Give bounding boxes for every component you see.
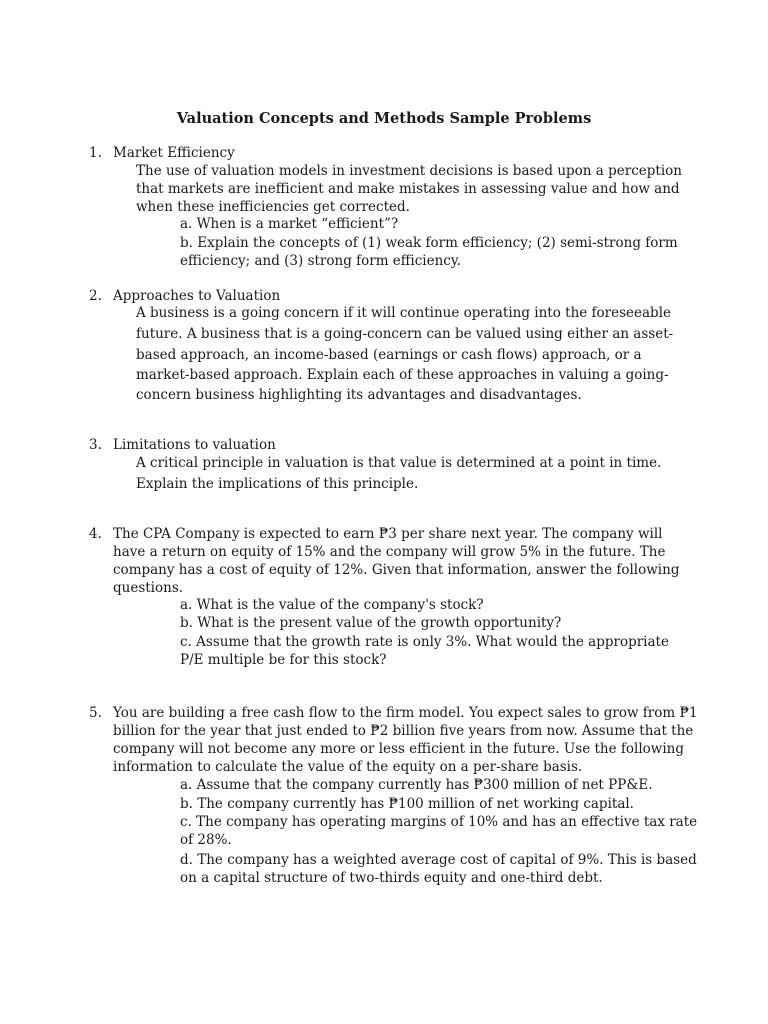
problem-4-line-1: The CPA Company is expected to earn ₱3 per share next year. The company will	[113, 526, 663, 542]
problem-5-sub-c-cont: of 28%.	[180, 832, 232, 848]
problem-2-line-2: future. A business that is a going-concern can be valued using either an asset-	[136, 326, 674, 342]
problem-4-sub-b: b. What is the present value of the growth opportunity?	[180, 615, 562, 631]
problem-5-sub-b: b. The company currently has ₱100 million of net working capital.	[180, 796, 634, 812]
problem-2-line-3: based approach, an income-based (earnings or cash flows) approach, or a	[136, 347, 642, 363]
problem-4-sub-c-cont: P/E multiple be for this stock?	[180, 652, 387, 668]
problem-5-sub-c: c. The company has operating margins of 10% and has an effective tax rate	[180, 814, 698, 830]
problem-5-number: 5.	[89, 705, 102, 721]
problem-4-line-4: questions.	[113, 580, 184, 596]
problem-1-number: 1.	[89, 145, 102, 161]
problem-4-sub-c: c. Assume that the growth rate is only 3%. What would the appropriate	[180, 634, 669, 650]
problem-1-sub-b: b. Explain the concepts of (1) weak form efficiency; (2) semi-strong form	[180, 235, 678, 251]
problem-4-number: 4.	[89, 526, 102, 542]
problem-2-number: 2.	[89, 288, 102, 304]
problem-2-line-4: market-based approach. Explain each of these approaches in valuing a going-	[136, 367, 669, 383]
problem-2-line-1: A business is a going concern if it will continue operating into the foreseeable	[136, 305, 672, 321]
problem-1-line-2: that markets are inefficient and make mistakes in assessing value and how and	[136, 181, 680, 197]
problem-5-line-1: You are building a free cash flow to the firm model. You expect sales to grow from ₱1	[113, 705, 698, 721]
problem-3-line-1: A critical principle in valuation is that value is determined at a point in time.	[136, 455, 662, 471]
page-title: Valuation Concepts and Methods Sample Problems	[176, 110, 592, 127]
problem-5-line-2: billion for the year that just ended to ₱2 billion five years from now. Assume that the	[113, 723, 694, 739]
problem-2-line-5: concern business highlighting its advantages and disadvantages.	[136, 387, 582, 403]
problem-4-sub-a: a. What is the value of the company's stock?	[180, 597, 484, 613]
problem-3-line-2: Explain the implications of this principle.	[136, 476, 419, 492]
problem-1-sub-a: a. When is a market “efficient”?	[180, 216, 399, 232]
problem-5-sub-d-cont: on a capital structure of two-thirds equity and one-third debt.	[180, 870, 603, 886]
problem-3-heading: Limitations to valuation	[113, 437, 276, 453]
problem-1-heading: Market Efficiency	[113, 145, 235, 161]
problem-5-sub-d: d. The company has a weighted average cost of capital of 9%. This is based	[180, 852, 697, 868]
problem-4-line-3: company has a cost of equity of 12%. Given that information, answer the following	[113, 562, 680, 578]
problem-1-sub-b-cont: efficiency; and (3) strong form efficiency.	[180, 253, 461, 269]
problem-5-line-4: information to calculate the value of the equity on a per-share basis.	[113, 759, 583, 775]
problem-4-line-2: have a return on equity of 15% and the company will grow 5% in the future. The	[113, 544, 666, 560]
problem-1-line-3: when these inefficiencies get corrected.	[136, 199, 410, 215]
problem-5-sub-a: a. Assume that the company currently has ₱300 million of net PP&E.	[180, 777, 653, 793]
problem-2-heading: Approaches to Valuation	[113, 288, 281, 304]
problem-3-number: 3.	[89, 437, 102, 453]
problem-1-line-1: The use of valuation models in investment decisions is based upon a perception	[136, 163, 682, 179]
problem-5-line-3: company will not become any more or less efficient in the future. Use the following	[113, 741, 684, 757]
